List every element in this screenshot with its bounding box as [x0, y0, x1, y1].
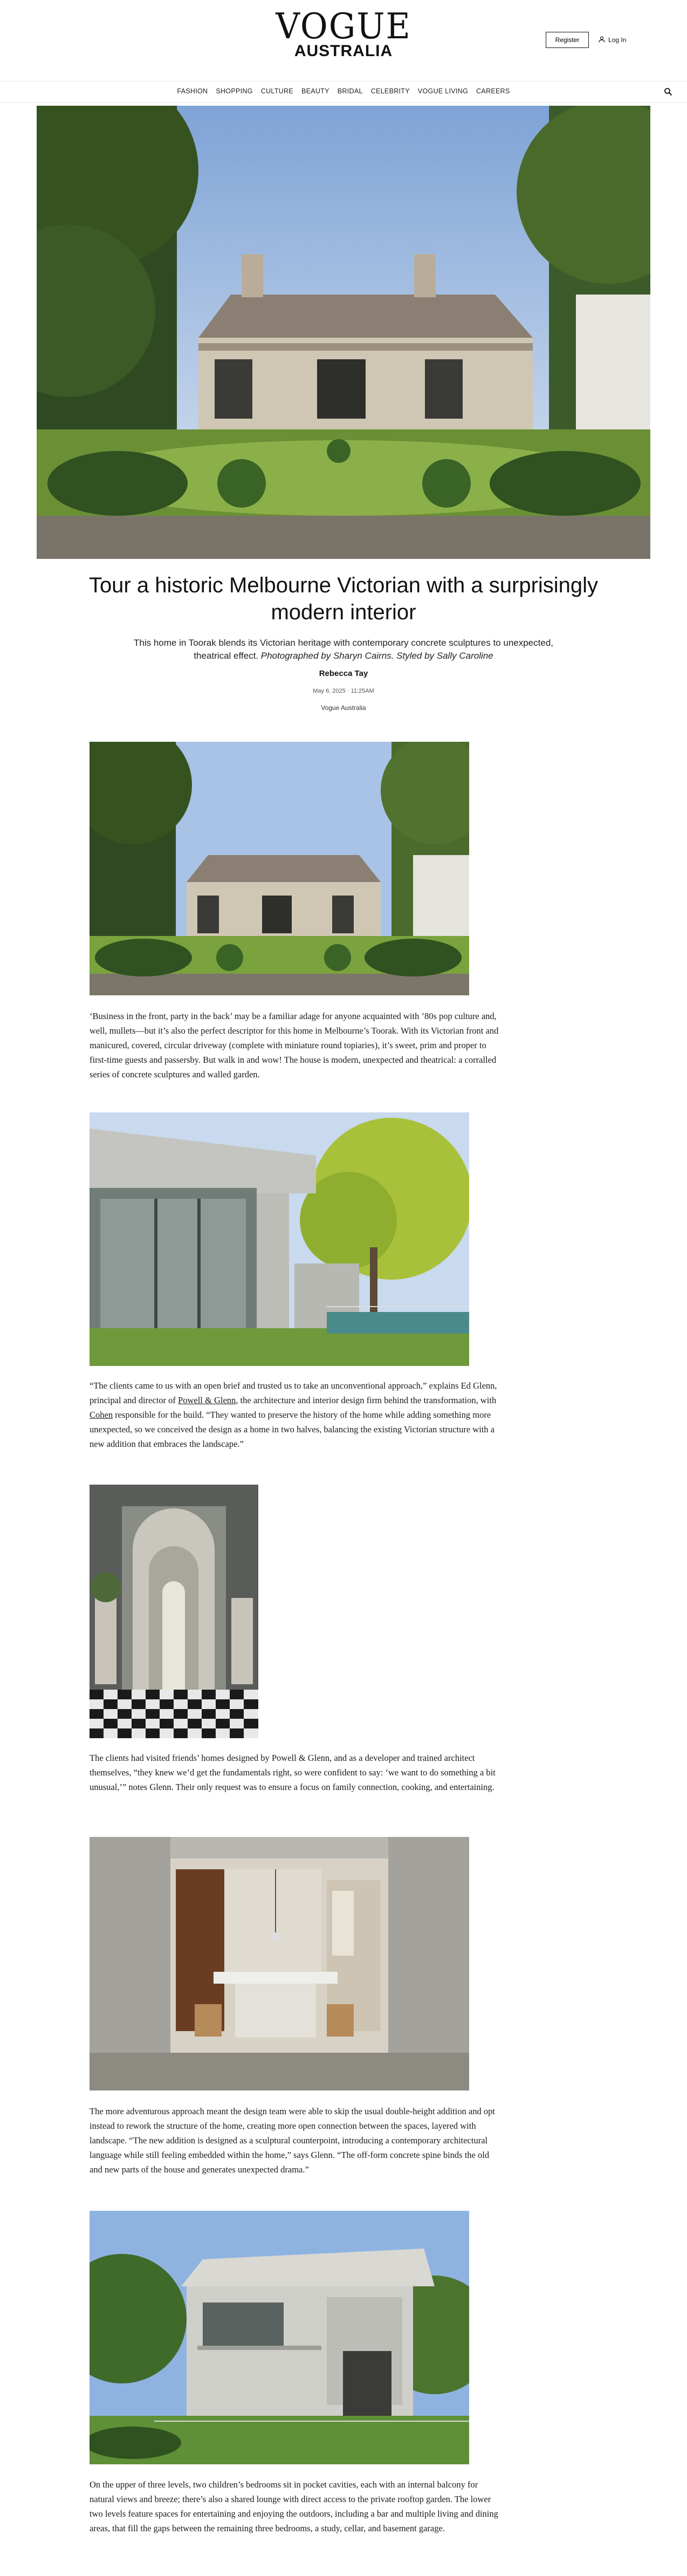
p2-text-c: responsible for the build. “They wanted to preserve the history of the home while adding something more unexpected, so we conceived the design as a home in two halves, balancing the existing Victorian structure with a new addition that embraces the landscape.”	[90, 1410, 495, 1449]
nav-item-bridal[interactable]: BRIDAL	[337, 87, 363, 95]
nav-item-fashion[interactable]: FASHION	[177, 87, 208, 95]
main-nav	[0, 81, 687, 103]
article-paragraph-1: ‘Business in the front, party in the back’ may be a familiar adage for anyone acquainted with ’80s pop culture and, well, mullets—but it’s also the perfect descriptor for this home in Melbourne’s Toorak. With its Victorian front and manicured, covered, circular driveway (complete with miniature round topiaries), it’s sweet, prim and proper to first-time guests and passersby. But walk in and wow! The house is modern, unexpected and theatrical: a corralled series of concrete sculptures and walled garden.	[90, 1011, 499, 1079]
nav-item-careers[interactable]: CAREERS	[476, 87, 510, 95]
article-image-exterior-front	[90, 742, 469, 995]
nav-item-celebrity[interactable]: CELEBRITY	[370, 87, 410, 95]
article-paragraph-3: The clients had visited friends’ homes designed by Powell & Glenn, and as a developer and trained architect themselves, “they knew we’d get the fundamentals right, so were confident to say: ‘we want to do something a bit unusual,’” notes Glenn. Their only request was to ensure a focus on family connection, cooking, and entertaining.	[90, 1753, 496, 1792]
user-icon	[599, 36, 605, 44]
cohen-link[interactable]: Cohen	[90, 1410, 113, 1420]
article-paragraph-4: The more adventurous approach meant the design team were able to skip the usual double-height addition and opt instead to rework the structure of the home, creating more open connection between the spaces, layered with landscape. “The new addition is designed as a sculptural counterpoint, introducing a contemporary architectural language while still feeling embedded within the home,” says Glenn. “The off-form concrete spine binds the old and new parts of the house and generates unexpected drama.”	[90, 2106, 495, 2175]
login-link[interactable]	[599, 32, 626, 48]
article-title: Tour a historic Melbourne Victorian with a surprisingly modern interior	[88, 573, 599, 624]
search-icon[interactable]	[664, 87, 672, 96]
article-paragraph-5: On the upper of three levels, two children’s bedrooms sit in pocket cavities, each with an internal balcony for natural views and breeze; there’s also a shared lounge with direct access to the private rooftop garden. The lower two levels feature spaces for entertaining and enjoying the outdoors, including a bar and multiple living and dining areas, that fill the gaps between the remaining three bedrooms, a study, cellar, and basement garage.	[90, 2479, 498, 2533]
vogue-logo-australia[interactable]: AUSTRALIA	[294, 42, 393, 60]
article-source: Vogue Australia	[321, 704, 366, 712]
article-paragraph-2	[90, 1378, 499, 1451]
author-byline[interactable]: Rebecca Tay	[319, 669, 368, 678]
p2-text-b: , the architecture and interior design firm behind the transformation, with	[236, 1395, 497, 1405]
article-image-hallway	[90, 1485, 258, 1738]
article-dek	[128, 637, 559, 662]
nav-item-beauty[interactable]: BEAUTY	[301, 87, 329, 95]
register-button[interactable]: Register	[546, 32, 589, 48]
vogue-logo[interactable]: VOGUE	[276, 5, 411, 47]
site-header	[0, 0, 687, 81]
dek-text: This home in Toorak blends its Victorian heritage with contemporary concrete sculptures to unexpected, theatrical effect.	[133, 638, 553, 661]
article-image-dining-kitchen	[90, 1837, 469, 2090]
article-image-rear-addition	[90, 1112, 469, 1366]
login-label: Log In	[608, 36, 627, 44]
article-image-rear-facade	[90, 2211, 469, 2464]
nav-item-culture[interactable]: CULTURE	[260, 87, 293, 95]
dek-credit: Photographed by Sharyn Cairns. Styled by Sally Caroline	[260, 651, 493, 661]
p2-text-a: “The clients came to us with an open brief and trusted us to take an unconventional approach,” explains Ed Glenn, principal and director of	[90, 1381, 497, 1405]
powell-glenn-link[interactable]: Powell & Glenn	[178, 1395, 236, 1405]
nav-item-vogue-living[interactable]: VOGUE LIVING	[417, 87, 469, 95]
publish-date: May 6, 2025 · 11:25AM	[313, 688, 374, 694]
nav-item-shopping[interactable]: SHOPPING	[216, 87, 253, 95]
hero-image	[37, 106, 650, 559]
